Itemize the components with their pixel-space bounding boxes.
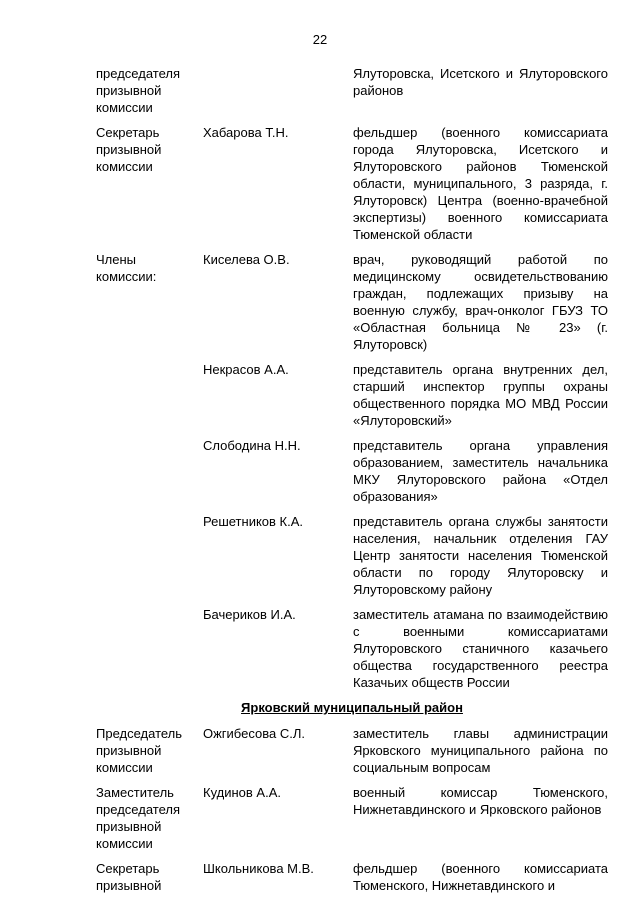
member-role: Члены комиссии: — [96, 252, 157, 284]
member-row — [96, 361, 608, 429]
member-row — [96, 437, 608, 505]
member-row — [96, 784, 608, 852]
member-name — [203, 65, 353, 116]
member-role — [96, 437, 203, 505]
member-row — [96, 65, 608, 116]
member-position: представитель органа службы занятости населения, начальник отделения ГАУ Центр занятости населения Тюменской области по городу Ялуторовску и Ялуторовскому району — [353, 514, 608, 597]
member-name: Слободина Н.Н. — [203, 438, 301, 453]
member-position: представитель органа управления образованием, заместитель начальника МКУ Ялуторовского района «Отдел образования» — [353, 438, 608, 504]
member-role: Секретарь призывной комиссии — [96, 125, 162, 174]
member-name: Решетников К.А. — [203, 514, 304, 529]
member-name: Хабарова Т.Н. — [203, 125, 289, 140]
member-name: Бачериков И.А. — [203, 607, 296, 622]
member-position: фельдшер (военного комиссариата Тюменского, Нижнетавдинского и — [353, 861, 608, 893]
member-row — [96, 124, 608, 243]
rows-after — [96, 725, 608, 894]
member-name: Ожгибесова С.Л. — [203, 726, 305, 741]
member-row — [96, 513, 608, 598]
section-heading: Ярковский муниципальный район — [241, 700, 463, 715]
member-position: Ялуторовска, Исетского и Ялуторовского районов — [353, 66, 608, 98]
member-position: фельдшер (военного комиссариата города Ялуторовска, Исетского и Ялуторовского районов Тюменской области, муниципального, 3 разряда, г. Ялуторовск) Центра (военно-врачебной экспертизы) военного комиссариата Тюменской области — [353, 125, 608, 242]
member-position: врач, руководящий работой по медицинскому освидетельствованию граждан, подлежащих призыву на военную службу, врач-онколог ГБУЗ ТО «Областная больница № 23» (г. Ялуторовск) — [353, 252, 608, 352]
member-role: Заместитель председателя призывной комиссии — [96, 785, 181, 851]
member-role: председателя призывной комиссии — [96, 66, 181, 115]
member-name: Киселева О.В. — [203, 252, 290, 267]
member-role — [96, 513, 203, 598]
member-name: Школьникова М.В. — [203, 861, 314, 876]
member-row — [96, 860, 608, 894]
member-position: заместитель главы администрации Ярковского муниципального района по социальным вопросам — [353, 726, 608, 775]
rows-before — [96, 65, 608, 691]
member-position: представитель органа внутренних дел, старший инспектор группы охраны общественного порядка МО МВД России «Ялуторовский» — [353, 362, 608, 428]
member-role — [96, 606, 203, 691]
commission-list — [96, 65, 608, 902]
member-name: Кудинов А.А. — [203, 785, 281, 800]
member-position: военный комиссар Тюменского, Нижнетавдинского и Ярковского районов — [353, 785, 608, 817]
member-row — [96, 251, 608, 353]
member-position: заместитель атамана по взаимодействию с военными комиссариатами Ялуторовского станичного казачьего общества государственного реестра Казачьих обществ России — [353, 607, 608, 690]
member-role — [96, 361, 203, 429]
member-row — [96, 606, 608, 691]
member-name: Некрасов А.А. — [203, 362, 289, 377]
member-role: Председатель призывной комиссии — [96, 726, 183, 775]
page-number: 22 — [312, 32, 328, 47]
member-role: Секретарь призывной — [96, 861, 162, 893]
member-row — [96, 725, 608, 776]
